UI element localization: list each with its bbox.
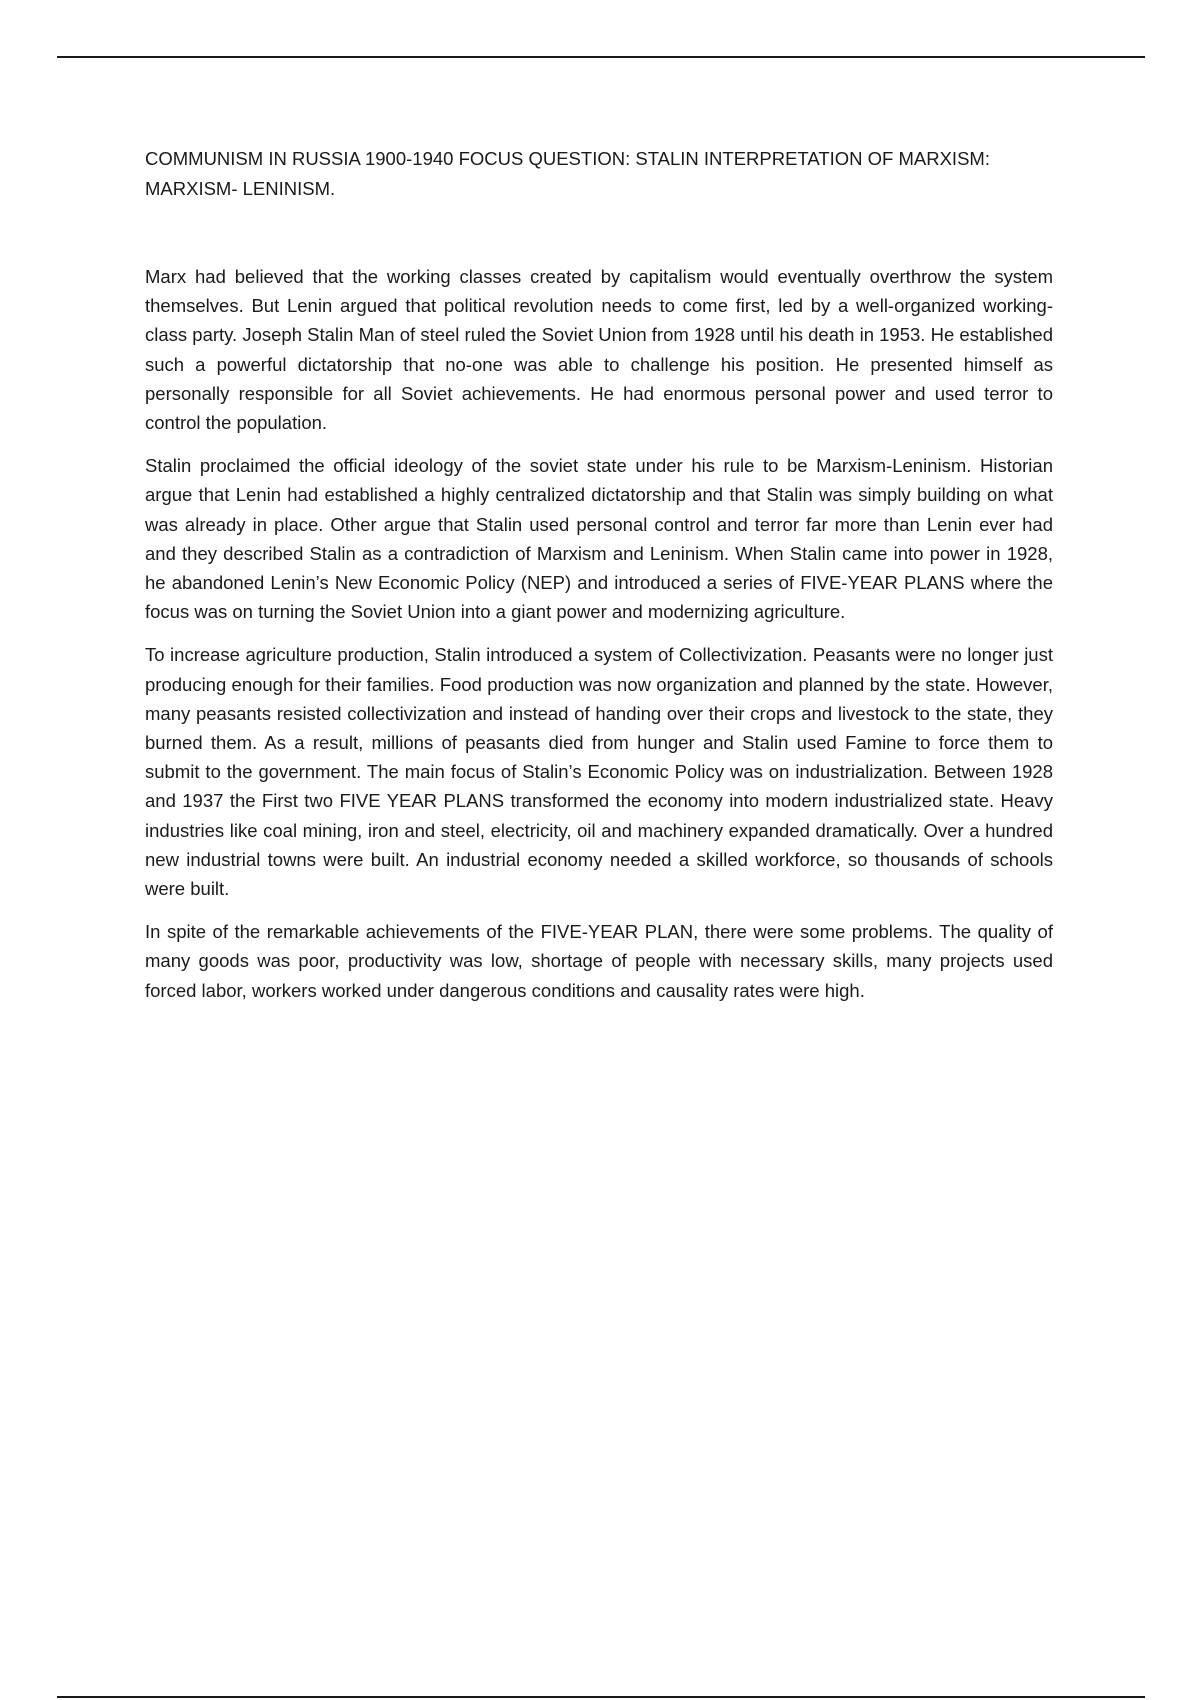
document-body xyxy=(145,144,1053,1019)
footer-rule xyxy=(57,1696,1145,1698)
header-rule xyxy=(57,56,1145,58)
paragraph-4: In spite of the remarkable achievements of the FIVE-YEAR PLAN, there were some problems. The quality of many goods was poor, productivity was low, shortage of people with necessary skills, many projects used forced labor, workers worked under dangerous conditions and causality rates were high. xyxy=(145,921,1053,1001)
paragraph-1: Marx had believed that the working classes created by capitalism would eventually overthrow the system themselves. But Lenin argued that political revolution needs to come first, led by a well-organized working-class party. Joseph Stalin Man of steel ruled the Soviet Union from 1928 until his death in 1953. He established such a powerful dictatorship that no-one was able to challenge his position. He presented himself as personally responsible for all Soviet achievements. He had enormous personal power and used terror to control the population. xyxy=(145,266,1053,434)
paragraph-2: Stalin proclaimed the official ideology of the soviet state under his rule to be Marxism-Leninism. Historian argue that Lenin had established a highly centralized dictatorship and that Stalin was simply building on what was already in place. Other argue that Stalin used personal control and terror far more than Lenin ever had and they described Stalin as a contradiction of Marxism and Leninism. When Stalin came into power in 1928, he abandoned Lenin’s New Economic Policy (NEP) and introduced a series of FIVE-YEAR PLANS where the focus was on turning the Soviet Union into a giant power and modernizing agriculture. xyxy=(145,455,1053,623)
paragraph-3: To increase agriculture production, Stalin introduced a system of Collectivization. Peasants were no longer just producing enough for their families. Food production was now organization and planned by the state. However, many peasants resisted collectivization and instead of handing over their crops and livestock to the state, they burned them. As a result, millions of peasants died from hunger and Stalin used Famine to force them to submit to the government. The main focus of Stalin’s Economic Policy was on industrialization. Between 1928 and 1937 the First two FIVE YEAR PLANS transformed the economy into modern industrialized state. Heavy industries like coal mining, iron and steel, electricity, oil and machinery expanded dramatically. Over a hundred new industrial towns were built. An industrial economy needed a skilled workforce, so thousands of schools were built. xyxy=(145,644,1053,900)
document-title: COMMUNISM IN RUSSIA 1900-1940 FOCUS QUESTION: STALIN INTERPRETATION OF MARXISM: MARXISM- LENINISM. xyxy=(145,148,990,199)
